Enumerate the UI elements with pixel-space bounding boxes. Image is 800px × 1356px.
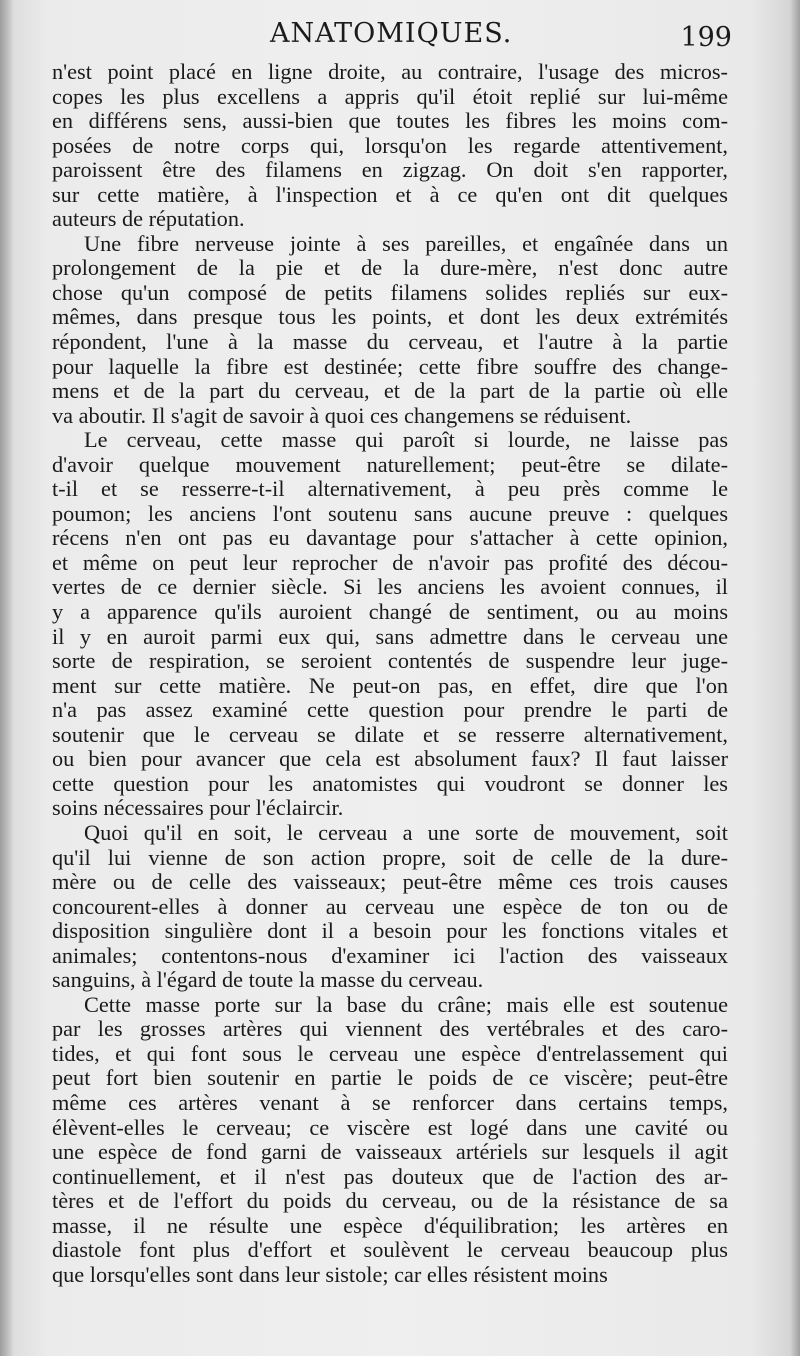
text-line: continuellement, et il n'est pas douteux que de l'action des ar- <box>52 1164 728 1189</box>
text-line: auteurs de réputation. <box>52 207 245 232</box>
text-line: paroissent être des filamens en zigzag. On doit s'en rapporter, <box>52 158 728 183</box>
text-line: diastole font plus d'effort et soulèvent le cerveau beaucoup plus <box>52 1238 728 1263</box>
text-line: d'avoir quelque mouvement naturellement; peut-être se dilate- <box>52 452 728 477</box>
text-line: animales; contentons-nous d'examiner ici l'action des vaisseaux <box>52 943 728 968</box>
text-line: et même on peut leur reprocher de n'avoir pas profité des décou- <box>52 550 728 575</box>
text-line: qu'il lui vienne de son action propre, soit de celle de la dure- <box>52 845 728 870</box>
text-line: en différens sens, aussi-bien que toutes les fibres les moins com- <box>52 109 728 134</box>
paragraph <box>52 232 728 428</box>
text-line: cette question pour les anatomistes qui voudront se donner les <box>52 771 728 796</box>
text-line: sanguins, à l'égard de toute la masse du cerveau. <box>52 968 484 993</box>
paragraph <box>52 821 728 993</box>
text-line: que lorsqu'elles sont dans leur sistole; car elles résistent moins <box>52 1262 608 1287</box>
text-line: Cette masse porte sur la base du crâne; mais elle est soutenue <box>84 992 728 1017</box>
text-line: Quoi qu'il en soit, le cerveau a une sorte de mouvement, soit <box>84 820 728 845</box>
paragraph <box>52 60 728 232</box>
text-line: soins nécessaires pour l'éclaircir. <box>52 796 344 821</box>
text-line: prolongement de la pie et de la dure-mère, n'est donc autre <box>52 256 728 281</box>
text-line: masse, il ne résulte une espèce d'équilibration; les artères en <box>52 1213 728 1238</box>
text-line: poumon; les anciens l'ont soutenu sans aucune preuve : quelques <box>52 501 728 526</box>
running-head: ANATOMIQUES. <box>270 18 513 49</box>
text-line: tides, et qui font sous le cerveau une espèce d'entrelassement qui <box>52 1041 728 1066</box>
text-line: n'est point placé en ligne droite, au contraire, l'usage des micros- <box>52 60 728 84</box>
text-line: récens n'en ont pas eu davantage pour s'attacher à cette opinion, <box>52 526 728 551</box>
text-line: concourent-elles à donner au cerveau une espèce de ton ou de <box>52 894 728 919</box>
text-line: une espèce de fond garni de vaisseaux artériels sur lesquels il agit <box>52 1140 728 1165</box>
text-line: mêmes, dans presque tous les points, et dont les deux extrémités <box>52 305 728 330</box>
text-line: mère ou de celle des vaisseaux; peut-être même ces trois causes <box>52 870 728 895</box>
paragraph <box>52 993 728 1288</box>
text-line: Le cerveau, cette masse qui paroît si lourde, ne laisse pas <box>84 428 728 453</box>
text-line: copes les plus excellens a appris qu'il étoit replié sur lui-même <box>52 84 728 109</box>
text-line: par les grosses artères qui viennent des vertébrales et des caro- <box>52 1017 728 1042</box>
text-line: chose qu'un composé de petits filamens solides repliés sur eux- <box>52 280 728 305</box>
text-line: va aboutir. Il s'agit de savoir à quoi ces changemens se réduisent. <box>52 403 632 428</box>
text-line: tères et de l'effort du poids du cerveau, ou de la résistance de sa <box>52 1189 728 1214</box>
text-line: t-il et se resserre-t-il alternativement, à peu près comme le <box>52 477 728 502</box>
text-line: pour laquelle la fibre est destinée; cette fibre souffre des change- <box>52 354 728 379</box>
text-line: disposition singulière dont il a besoin pour les fonctions vitales et <box>52 919 728 944</box>
text-line: même ces artères venant à se renforcer dans certains temps, <box>52 1090 728 1115</box>
text-line: ou bien pour avancer que cela est absolument faux? Il faut laisser <box>52 747 728 772</box>
text-line: peut fort bien soutenir en partie le poids de ce viscère; peut-être <box>52 1066 728 1091</box>
text-line: n'a pas assez examiné cette question pour prendre le parti de <box>52 698 728 723</box>
paragraph <box>52 428 728 821</box>
text-line: répondent, l'une à la masse du cerveau, et l'autre à la partie <box>52 330 728 355</box>
text-line: élèvent-elles le cerveau; ce viscère est logé dans une cavité ou <box>52 1115 728 1140</box>
text-line: sorte de respiration, se seroient contentés de suspendre leur juge- <box>52 649 728 674</box>
text-line: ment sur cette matière. Ne peut-on pas, en effet, dire que l'on <box>52 673 728 698</box>
text-line: soutenir que le cerveau se dilate et se resserre alternativement, <box>52 722 728 747</box>
text-line: sur cette matière, à l'inspection et à ce qu'en ont dit quelques <box>52 182 728 207</box>
page-edge-shadow <box>790 0 800 1356</box>
page-number: 199 <box>680 22 732 53</box>
text-line: mens et de la part du cerveau, et de la part de la partie où elle <box>52 379 728 404</box>
text-line: y a apparence qu'ils auroient changé de sentiment, ou au moins <box>52 600 728 625</box>
gutter-shadow <box>0 0 14 1356</box>
body-text <box>52 60 728 1287</box>
text-line: il y en auroit parmi eux qui, sans admettre dans le cerveau une <box>52 624 728 649</box>
text-line: vertes de ce dernier siècle. Si les anciens les avoient connues, il <box>52 575 728 600</box>
text-line: posées de notre corps qui, lorsqu'on les regarde attentivement, <box>52 133 728 158</box>
text-line: Une fibre nerveuse jointe à ses pareilles, et engaînée dans un <box>84 231 728 256</box>
page-header <box>0 18 800 62</box>
